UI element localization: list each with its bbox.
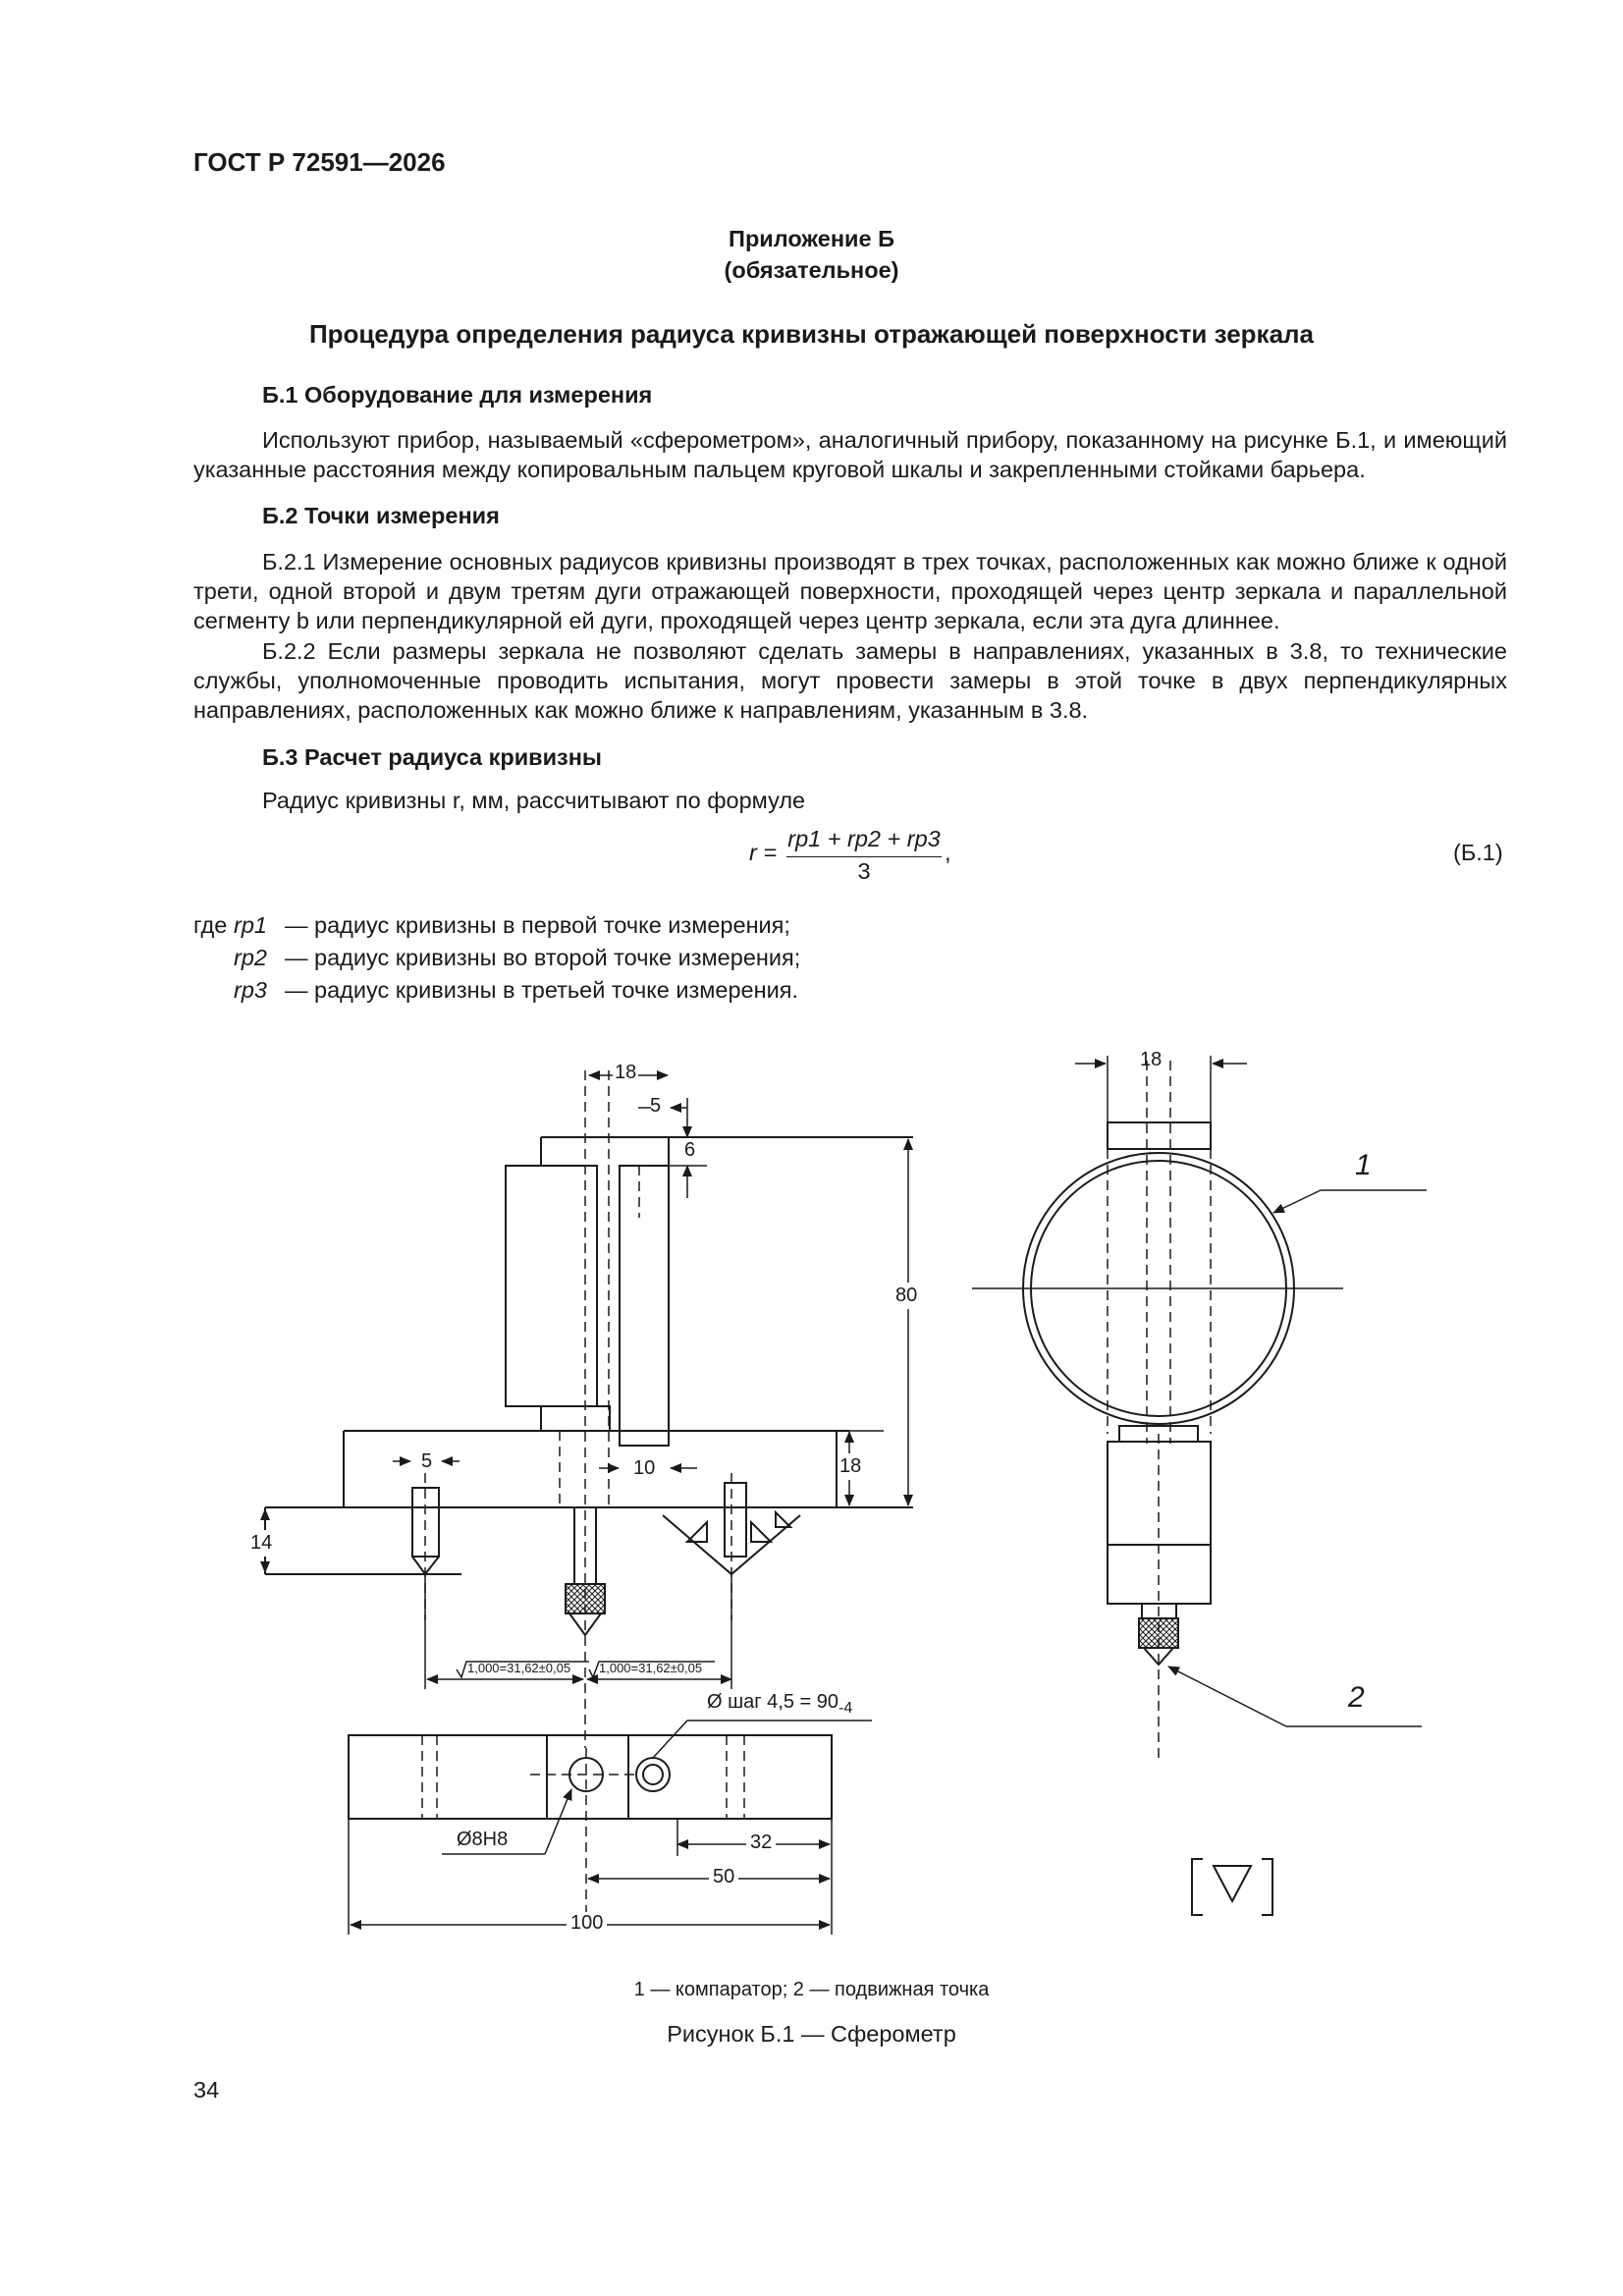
dim-5-top: 5: [650, 1095, 662, 1117]
standard-id: ГОСТ Р 72591—2026: [193, 147, 446, 177]
appendix-title: Приложение Б: [729, 226, 894, 251]
formula-trailing: ,: [945, 840, 951, 865]
callout-1: 1: [1355, 1149, 1372, 1181]
roughness-symbol: [1192, 1859, 1272, 1915]
roughness-label-1: 1,000=31,62±0,05: [467, 1661, 571, 1675]
where-symbol-1: rp1: [234, 912, 267, 938]
where-symbol-3: rp3: [234, 977, 267, 1003]
comparator-body: [506, 1166, 597, 1406]
dim-10: 10: [633, 1457, 656, 1479]
section-b22-text: Б.2.2 Если размеры зеркала не позволяют сделать замеры в направлениях, указанных в 3.8, то технические службы, уполномоченные проводить испытания, могут провести замеры в этой точке в двух перпендикулярных направлениях, расположенных как можно ближе к направлениям, указанным в 3.8.: [193, 638, 1507, 723]
where-text-1: — радиус кривизны в первой точке измерения;: [285, 912, 790, 938]
dim-18-mid: 18: [839, 1453, 861, 1480]
formula-denominator: 3: [857, 858, 871, 884]
where-text-3: — радиус кривизны в третьей точке измерения.: [285, 977, 798, 1003]
dim-18-right: 18: [1140, 1049, 1163, 1070]
section-b3-title: Б.3 Расчет радиуса кривизны: [262, 744, 602, 770]
dim-14: 14: [250, 1530, 272, 1557]
section-b1-text: Используют прибор, называемый «сферометром», аналогичный прибору, показанному на рисунке Б.1, и имеющий указанные расстояния между копировальным пальцем круговой шкалы и закрепленными стойками барьера.: [193, 427, 1507, 482]
where-lead: где: [193, 912, 228, 938]
dim-32: 32: [746, 1831, 776, 1854]
base-plate-plan: [349, 1735, 832, 1819]
callout-2: 2: [1348, 1681, 1365, 1714]
dim-step: Ø шаг $4,5 = 90_{-4}$: [707, 1691, 853, 1717]
appendix-status: (обязательное): [724, 257, 899, 283]
formula-numerator: rp1 + rp2 + rp3: [787, 826, 941, 851]
roughness-label-2: 1,000=31,62±0,05: [599, 1661, 703, 1675]
figure-legend: 1 — компаратор; 2 — подвижная точка: [633, 1979, 990, 2000]
where-symbol-2: rp2: [234, 945, 267, 970]
dim-50: 50: [709, 1866, 738, 1888]
appendix-heading: Процедура определения радиуса кривизны отражающей поверхности зеркала: [308, 319, 1315, 349]
formula-number: (Б.1): [1453, 840, 1503, 865]
formula-lhs: r =: [749, 840, 778, 865]
section-b1-title: Б.1 Оборудование для измерения: [262, 382, 653, 408]
dim-6: 6: [684, 1139, 696, 1161]
section-b21-text: Б.2.1 Измерение основных радиусов кривизны производят в трех точках, расположенных как можно ближе к одной трети, одной второй и двум третям дуги отражающей поверхности, проходящей через центр зеркала и параллельной сегменту b или перпендикулярной ей дуги, проходящей через центр зеркала, если эта дуга длиннее.: [193, 549, 1507, 633]
section-b2-title: Б.2 Точки измерения: [262, 503, 500, 528]
figure-caption: Рисунок Б.1 — Сферометр: [667, 2021, 956, 2047]
dim-d8h8: Ø8H8: [457, 1829, 509, 1850]
dim-18-top: 18: [615, 1062, 637, 1083]
section-b3-intro: Радиус кривизны r, мм, рассчитывают по формуле: [262, 788, 806, 813]
dim-5-left: 5: [421, 1450, 433, 1472]
page-number: 34: [193, 2077, 220, 2103]
dim-80: 80: [895, 1283, 917, 1309]
dim-100: 100: [567, 1912, 607, 1935]
where-text-2: — радиус кривизны во второй точке измерения;: [285, 945, 801, 970]
